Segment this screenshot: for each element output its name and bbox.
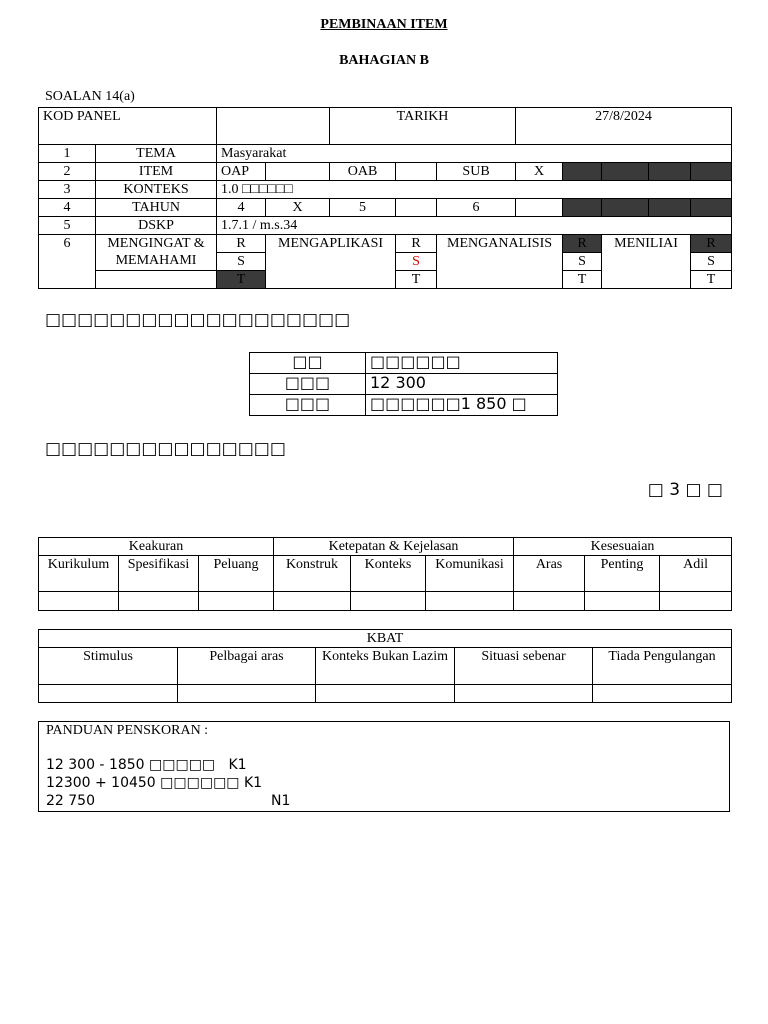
kbat-column: Tiada Pengulangan <box>593 648 732 685</box>
mengingat-blank <box>96 271 217 289</box>
tahun-6: 6 <box>437 199 516 217</box>
row-no: 4 <box>39 199 96 217</box>
oap-mark <box>266 163 330 181</box>
rubric-cell <box>39 592 119 611</box>
question-intro: □□□□□□□□□□□□□□□□□□□ <box>45 310 351 330</box>
rubric-cell <box>585 592 660 611</box>
mengaplikasi-t: T <box>396 271 437 289</box>
section-title: BAHAGIAN B <box>339 53 429 68</box>
kbat-cell <box>593 685 732 703</box>
qtable-value: □□□□□□ <box>366 353 558 374</box>
qtable-label: □□□ <box>250 395 366 416</box>
tahun-4: 4 <box>217 199 266 217</box>
question-prompt: □□□□□□□□□□□□□□□ <box>45 439 286 459</box>
rubric-cell <box>199 592 274 611</box>
menganalisis-label: MENGANALISIS <box>437 235 563 289</box>
rubric-column: Aras <box>514 556 585 592</box>
menilai-r: R <box>691 235 732 253</box>
kbat-column: Pelbagai aras <box>178 648 316 685</box>
rubric-group: Keakuran <box>39 538 274 556</box>
row-label: DSKP <box>96 217 217 235</box>
tahun-6-mark <box>516 199 563 217</box>
row-no: 1 <box>39 145 96 163</box>
rubric-column: Adil <box>660 556 732 592</box>
shaded-cell <box>602 163 649 181</box>
menganalisis-r: R <box>563 235 602 253</box>
row-no: 2 <box>39 163 96 181</box>
row-no: 6 <box>39 235 96 289</box>
rubric-column: Penting <box>585 556 660 592</box>
row-label: KONTEKS <box>96 181 217 199</box>
kbat-cell <box>178 685 316 703</box>
kbat-cell <box>455 685 593 703</box>
shaded-cell <box>691 199 732 217</box>
shaded-cell <box>649 163 691 181</box>
oab-label: OAB <box>330 163 396 181</box>
mengingat-s: S <box>217 253 266 271</box>
kbat-cell <box>316 685 455 703</box>
shaded-cell <box>563 199 602 217</box>
oab-mark <box>396 163 437 181</box>
marks-label: □ 3 □ □ <box>647 480 723 500</box>
rubric-column: Konstruk <box>274 556 351 592</box>
mengaplikasi-r: R <box>396 235 437 253</box>
tema-value: Masyarakat <box>217 145 732 163</box>
tahun-4-mark: X <box>266 199 330 217</box>
rubric-column: Peluang <box>199 556 274 592</box>
question-number: SOALAN 14(a) <box>45 89 135 104</box>
scoring-line-1: 12 300 - 1850 □□□□□ K1 <box>46 757 247 773</box>
scoring-guide-heading: PANDUAN PENSKORAN : <box>46 723 209 738</box>
shaded-cell <box>691 163 732 181</box>
scoring-line-3-value: 22 750 <box>46 793 95 809</box>
rubric-cell <box>426 592 514 611</box>
qtable-value: 12 300 <box>366 374 558 395</box>
row-no: 3 <box>39 181 96 199</box>
qtable-label: □□□ <box>250 374 366 395</box>
konteks-value: 1.0 □□□□□□ <box>217 181 732 199</box>
menilai-t: T <box>691 271 732 289</box>
menilai-s: S <box>691 253 732 271</box>
oap-label: OAP <box>217 163 266 181</box>
sub-label: SUB <box>437 163 516 181</box>
rubric-cell <box>660 592 732 611</box>
kbat-cell <box>39 685 178 703</box>
rubric-cell <box>351 592 426 611</box>
menganalisis-t: T <box>563 271 602 289</box>
page-title: PEMBINAAN ITEM <box>320 17 448 32</box>
rubric-cell <box>514 592 585 611</box>
shaded-cell <box>649 199 691 217</box>
mengingat-t: T <box>217 271 266 289</box>
row-label: TEMA <box>96 145 217 163</box>
row-label: TAHUN <box>96 199 217 217</box>
qtable-value: □□□□□□1 850 □ <box>366 395 558 416</box>
mengingat-label: MENGINGAT & MEMAHAMI <box>96 235 217 271</box>
kbat-column: Stimulus <box>39 648 178 685</box>
scoring-line-3-mark: N1 <box>271 793 291 809</box>
tarikh-label: TARIKH <box>330 108 516 145</box>
menganalisis-s: S <box>563 253 602 271</box>
kbat-title: KBAT <box>39 630 732 648</box>
tahun-5: 5 <box>330 199 396 217</box>
qtable-label: □□ <box>250 353 366 374</box>
rubric-column: Konteks <box>351 556 426 592</box>
menilai-label: MENILIAI <box>602 235 691 289</box>
row-label: ITEM <box>96 163 217 181</box>
scoring-guide <box>38 721 730 812</box>
rubric-column: Komunikasi <box>426 556 514 592</box>
mengaplikasi-label: MENGAPLIKASI <box>266 235 396 289</box>
dskp-value: 1.7.1 / m.s.34 <box>217 217 732 235</box>
rubric-column: Kurikulum <box>39 556 119 592</box>
mengingat-r: R <box>217 235 266 253</box>
rubric-cell <box>119 592 199 611</box>
row-no: 5 <box>39 217 96 235</box>
question-data-table <box>249 352 558 416</box>
scoring-line-2: 12300 + 10450 □□□□□□ K1 <box>46 775 263 791</box>
kbat-column: Situasi sebenar <box>455 648 593 685</box>
mengaplikasi-s: S <box>396 253 437 271</box>
tahun-5-mark <box>396 199 437 217</box>
rubric-cell <box>274 592 351 611</box>
rubric-table <box>38 537 732 611</box>
rubric-group: Kesesuaian <box>514 538 732 556</box>
tarikh-value: 27/8/2024 <box>516 108 732 145</box>
kod-panel-value <box>217 108 330 145</box>
shaded-cell <box>563 163 602 181</box>
rubric-group: Ketepatan & Kejelasan <box>274 538 514 556</box>
shaded-cell <box>602 199 649 217</box>
item-info-table <box>38 107 732 289</box>
kbat-column: Konteks Bukan Lazim <box>316 648 455 685</box>
kod-panel-label: KOD PANEL <box>39 108 217 145</box>
kbat-table <box>38 629 732 703</box>
rubric-column: Spesifikasi <box>119 556 199 592</box>
sub-mark: X <box>516 163 563 181</box>
